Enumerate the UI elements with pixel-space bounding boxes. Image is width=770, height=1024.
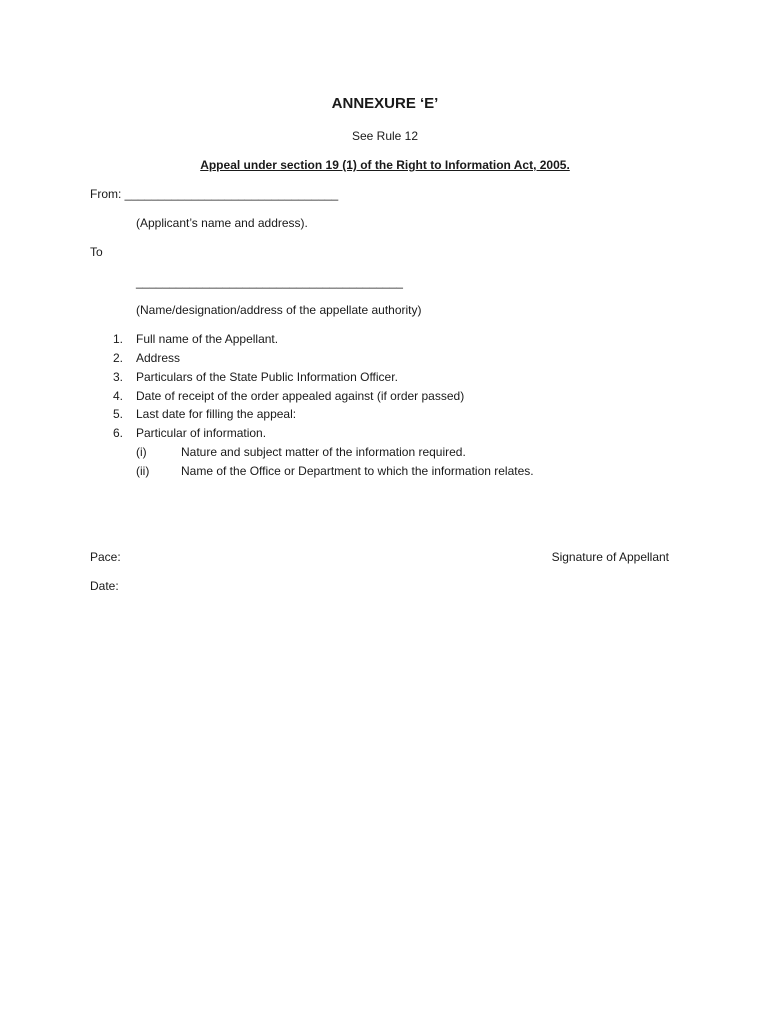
list-item-text: Address xyxy=(136,351,181,365)
list-item-text: Particulars of the State Public Information Officer. xyxy=(136,370,398,384)
list-item-text: Last date for filling the appeal: xyxy=(136,407,297,421)
from-line: From: ________________________________ xyxy=(90,187,339,201)
date-label: Date: xyxy=(90,579,119,593)
list-item-number: 6. xyxy=(112,426,123,440)
annexure-title: ANNEXURE ‘E’ xyxy=(331,95,439,112)
list-item-number: 4. xyxy=(112,389,123,403)
list-item-number: 3. xyxy=(112,370,123,384)
place-label: Pace: xyxy=(90,550,121,564)
to-label: To xyxy=(90,245,103,259)
sub-item-number: (i) xyxy=(136,445,147,459)
list-item-number: 2. xyxy=(112,351,123,365)
sub-item-text: Name of the Office or Department to which the information relates. xyxy=(181,464,534,478)
appeal-heading: Appeal under section 19 (1) of the Right to Information Act, 2005. xyxy=(200,158,570,172)
sub-item-number: (ii) xyxy=(136,464,150,478)
signature-label: Signature of Appellant xyxy=(551,550,669,564)
list-item-text: Full name of the Appellant. xyxy=(136,332,279,346)
list-item-number: 5. xyxy=(112,407,123,421)
list-item-text: Date of receipt of the order appealed against (if order passed) xyxy=(136,389,465,403)
list-item-number: 1. xyxy=(112,332,123,346)
authority-note: (Name/designation/address of the appellate authority) xyxy=(136,303,422,317)
rule-reference: See Rule 12 xyxy=(351,129,419,143)
sub-item-text: Nature and subject matter of the information required. xyxy=(181,445,466,459)
list-item-text: Particular of information. xyxy=(136,426,267,440)
to-address-line: ________________________________________ xyxy=(136,275,403,289)
applicant-note: (Applicant’s name and address). xyxy=(136,216,308,230)
